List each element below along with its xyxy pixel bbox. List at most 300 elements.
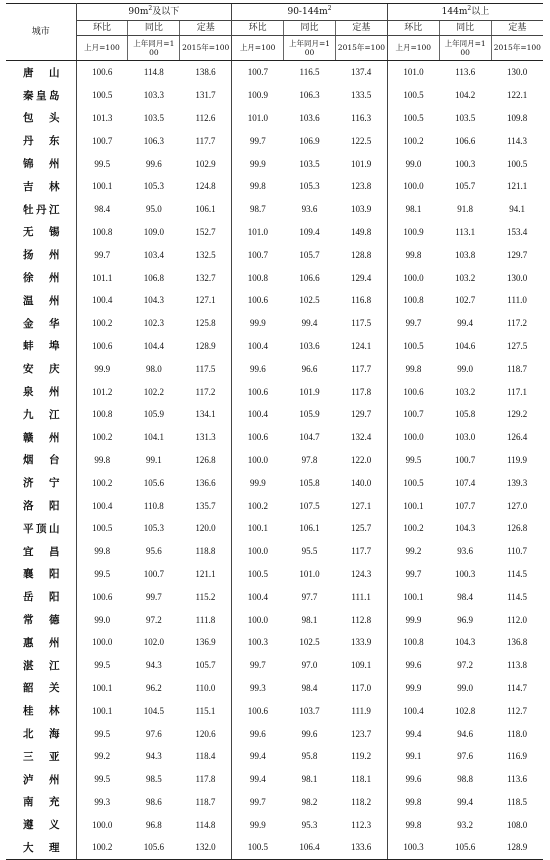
sub-header-yoy: 同比 [439, 21, 491, 36]
index-value-cell: 99.5 [387, 449, 439, 472]
index-value-cell: 118.5 [507, 796, 528, 807]
index-value-cell: 100.5 [506, 158, 528, 169]
index-value-cell: 101.0 [299, 568, 320, 579]
index-value-cell: 99.7 [232, 791, 284, 814]
table-row [6, 198, 543, 221]
index-value-cell: 100.8 [76, 403, 128, 426]
index-value-cell: 136.6 [195, 477, 216, 488]
index-value-cell: 99.8 [76, 540, 128, 563]
index-value-cell: 99.5 [76, 654, 128, 677]
index-value-cell: 102.8 [455, 705, 476, 716]
table-row [6, 403, 543, 426]
index-value-cell: 104.2 [455, 90, 476, 101]
index-value-cell: 103.6 [299, 112, 320, 123]
index-value-cell: 129.7 [351, 409, 372, 420]
index-value-cell: 105.7 [455, 181, 476, 192]
index-value-cell: 110.0 [195, 682, 216, 693]
index-value-cell: 99.4 [457, 318, 474, 329]
index-value-cell: 103.2 [455, 386, 476, 397]
index-value-cell: 100.5 [232, 836, 284, 859]
city-name: 三亚 [6, 745, 76, 768]
index-value-cell: 117.0 [351, 682, 372, 693]
index-value-cell: 103.0 [455, 432, 476, 443]
index-value-cell: 96.9 [457, 614, 474, 625]
index-value-cell: 104.6 [455, 340, 476, 351]
index-value-cell: 120.6 [195, 728, 216, 739]
index-value-cell: 99.7 [76, 243, 128, 266]
index-value-cell: 120.0 [195, 523, 216, 534]
index-value-cell: 95.6 [145, 546, 162, 557]
index-value-cell: 99.0 [457, 363, 474, 374]
city-name: 遵义 [6, 813, 76, 836]
group-header-suffix: 及以下 [152, 7, 180, 17]
index-value-cell: 123.8 [351, 181, 372, 192]
index-value-cell: 105.7 [195, 660, 216, 671]
index-value-cell: 101.9 [299, 386, 320, 397]
index-value-cell: 99.1 [145, 454, 162, 465]
group-header-144-above [387, 4, 543, 21]
index-value-cell: 97.8 [301, 454, 318, 465]
index-value-cell: 118.2 [351, 796, 372, 807]
index-value-cell: 100.0 [387, 175, 439, 198]
index-value-cell: 109.1 [351, 660, 372, 671]
price-index-table-container [6, 3, 543, 860]
base-header-cell [180, 36, 232, 61]
index-value-cell: 104.5 [143, 705, 164, 716]
index-value-cell: 129.7 [506, 249, 528, 260]
index-value-cell: 138.6 [195, 67, 216, 78]
index-value-cell: 118.1 [351, 774, 372, 785]
index-value-cell: 98.1 [301, 774, 318, 785]
index-value-cell: 121.1 [195, 568, 216, 579]
index-value-cell: 99.3 [232, 677, 284, 700]
index-value-cell: 132.5 [195, 249, 216, 260]
index-value-cell: 98.0 [145, 363, 162, 374]
index-value-cell: 100.1 [76, 677, 128, 700]
group-header-text: 90-144m [287, 7, 328, 17]
index-value-cell: 106.1 [195, 204, 216, 215]
index-value-cell: 113.6 [455, 67, 476, 78]
index-value-cell: 100.8 [387, 289, 439, 312]
table-row [6, 129, 543, 152]
index-value-cell: 100.3 [232, 631, 284, 654]
index-value-cell: 103.4 [143, 249, 164, 260]
index-value-cell: 99.4 [301, 318, 318, 329]
city-name: 牡丹江 [6, 198, 76, 221]
index-value-cell: 117.5 [351, 318, 372, 329]
city-name: 吉林 [6, 175, 76, 198]
index-value-cell: 112.8 [351, 614, 372, 625]
table-row [6, 677, 543, 700]
index-value-cell: 102.7 [455, 295, 476, 306]
index-value-cell: 100.7 [387, 403, 439, 426]
index-value-cell: 99.8 [232, 175, 284, 198]
index-value-cell: 99.6 [387, 768, 439, 791]
base-header-cell [76, 36, 128, 61]
table-header [6, 4, 543, 61]
city-name: 唐山 [6, 61, 76, 84]
sub-header-base: 定基 [180, 21, 232, 36]
index-value-cell: 123.7 [351, 728, 372, 739]
index-value-cell: 105.9 [299, 409, 320, 420]
index-value-cell: 100.5 [232, 563, 284, 586]
index-value-cell: 100.4 [232, 585, 284, 608]
table-row [6, 335, 543, 358]
index-value-cell: 126.8 [506, 523, 528, 534]
index-value-cell: 98.6 [145, 796, 162, 807]
city-name: 泸州 [6, 768, 76, 791]
index-value-cell: 121.1 [506, 181, 528, 192]
index-value-cell: 105.6 [439, 836, 491, 859]
index-value-cell: 117.2 [507, 318, 528, 329]
index-value-cell: 107.4 [455, 477, 476, 488]
index-value-cell: 100.8 [76, 221, 128, 244]
city-name: 锦州 [6, 152, 76, 175]
index-value-cell: 124.1 [351, 340, 372, 351]
index-value-cell: 99.1 [387, 745, 439, 768]
index-value-cell: 117.1 [507, 386, 528, 397]
table-body [6, 61, 543, 860]
index-value-cell: 99.7 [145, 591, 162, 602]
city-name: 包头 [6, 107, 76, 130]
index-value-cell: 133.6 [335, 836, 387, 859]
sub-header-base: 定基 [491, 21, 543, 36]
city-name: 北海 [6, 722, 76, 745]
index-value-cell: 100.0 [232, 449, 284, 472]
index-value-cell: 101.1 [76, 266, 128, 289]
index-value-cell: 111.0 [507, 295, 527, 306]
table-row [6, 813, 543, 836]
index-value-cell: 98.5 [145, 774, 162, 785]
index-value-cell: 100.4 [232, 335, 284, 358]
index-value-cell: 100.0 [76, 813, 128, 836]
table-row [6, 243, 543, 266]
index-value-cell: 100.6 [232, 426, 284, 449]
index-value-cell: 110.8 [143, 500, 164, 511]
index-value-cell: 100.1 [232, 517, 284, 540]
table-row [6, 836, 543, 859]
index-value-cell: 101.9 [351, 158, 372, 169]
index-value-cell: 130.0 [506, 272, 528, 283]
group-header-text: 90m [128, 7, 149, 17]
city-name: 大理 [6, 836, 76, 859]
city-name: 蚌埠 [6, 335, 76, 358]
index-value-cell: 99.7 [387, 312, 439, 335]
index-value-cell: 100.2 [76, 471, 128, 494]
index-value-cell: 97.6 [145, 728, 162, 739]
index-value-cell: 106.6 [455, 135, 476, 146]
index-value-cell: 94.6 [457, 728, 474, 739]
index-value-cell: 102.5 [299, 295, 320, 306]
index-value-cell: 99.9 [232, 471, 284, 494]
index-value-cell: 98.7 [232, 198, 284, 221]
index-value-cell: 124.8 [195, 181, 216, 192]
index-value-cell: 103.2 [455, 272, 476, 283]
base-header-prev-year: 上年同月=1 00 [288, 38, 331, 57]
index-value-cell: 95.8 [301, 751, 318, 762]
table-row [6, 722, 543, 745]
index-value-cell: 105.3 [143, 181, 164, 192]
index-value-cell: 103.6 [299, 340, 320, 351]
index-value-cell: 116.5 [299, 67, 320, 78]
index-value-cell: 118.0 [507, 728, 528, 739]
table-row [6, 221, 543, 244]
base-header-2015: 2015年=100 [182, 43, 230, 52]
index-value-cell: 97.2 [457, 660, 474, 671]
index-value-cell: 100.0 [387, 426, 439, 449]
sub-header-mom: 环比 [76, 21, 128, 36]
index-value-cell: 100.2 [76, 836, 128, 859]
base-header-prev-month: 上月=100 [239, 43, 276, 52]
index-value-cell: 100.3 [387, 836, 439, 859]
index-value-cell: 93.6 [457, 546, 474, 557]
index-value-cell: 140.0 [351, 477, 372, 488]
city-name: 岳阳 [6, 585, 76, 608]
table-row [6, 426, 543, 449]
index-value-cell: 126.8 [195, 454, 216, 465]
city-column-header: 城市 [6, 4, 76, 61]
index-value-cell: 118.8 [195, 546, 216, 557]
table-row [6, 289, 543, 312]
index-value-cell: 136.9 [195, 637, 216, 648]
index-value-cell: 107.5 [299, 500, 320, 511]
index-value-cell: 100.5 [76, 517, 128, 540]
city-name: 赣州 [6, 426, 76, 449]
table-row [6, 175, 543, 198]
index-value-cell: 104.3 [143, 295, 164, 306]
index-value-cell: 99.8 [387, 791, 439, 814]
index-value-cell: 117.7 [195, 135, 216, 146]
index-value-cell: 109.0 [143, 226, 164, 237]
table-row [6, 608, 543, 631]
city-name: 温州 [6, 289, 76, 312]
index-value-cell: 132.0 [180, 836, 232, 859]
index-value-cell: 114.7 [507, 682, 528, 693]
index-value-cell: 104.3 [455, 637, 476, 648]
index-value-cell: 117.5 [195, 363, 216, 374]
city-name: 常德 [6, 608, 76, 631]
index-value-cell: 127.1 [351, 500, 372, 511]
index-value-cell: 128.9 [491, 836, 543, 859]
index-value-cell: 99.6 [232, 722, 284, 745]
index-value-cell: 99.9 [232, 813, 284, 836]
index-value-cell: 122.5 [351, 135, 372, 146]
index-value-cell: 104.7 [299, 432, 320, 443]
index-value-cell: 100.8 [232, 266, 284, 289]
index-value-cell: 99.5 [76, 722, 128, 745]
index-value-cell: 99.4 [457, 796, 474, 807]
base-header-cell [335, 36, 387, 61]
index-value-cell: 153.4 [506, 226, 528, 237]
index-value-cell: 104.1 [143, 432, 164, 443]
index-value-cell: 97.6 [457, 751, 474, 762]
city-name: 无锡 [6, 221, 76, 244]
index-value-cell: 99.5 [76, 563, 128, 586]
table-row [6, 84, 543, 107]
index-value-cell: 100.2 [232, 494, 284, 517]
index-value-cell: 130.0 [506, 67, 528, 78]
sub-header-base: 定基 [335, 21, 387, 36]
index-value-cell: 100.5 [387, 107, 439, 130]
sub-header-mom: 环比 [232, 21, 284, 36]
index-value-cell: 117.8 [351, 386, 372, 397]
index-value-cell: 99.9 [76, 357, 128, 380]
index-value-cell: 105.6 [143, 477, 164, 488]
index-value-cell: 97.2 [145, 614, 162, 625]
index-value-cell: 100.5 [387, 471, 439, 494]
index-value-cell: 100.9 [387, 221, 439, 244]
base-header-cell [387, 36, 439, 61]
index-value-cell: 117.7 [351, 363, 372, 374]
index-value-cell: 93.2 [457, 819, 474, 830]
city-name: 济宁 [6, 471, 76, 494]
index-value-cell: 125.7 [351, 523, 372, 534]
index-value-cell: 100.1 [387, 494, 439, 517]
city-name: 洛阳 [6, 494, 76, 517]
index-value-cell: 99.4 [232, 768, 284, 791]
index-value-cell: 99.3 [76, 791, 128, 814]
group-header-90-below [76, 4, 232, 21]
superscript: 2 [148, 5, 153, 12]
index-value-cell: 112.3 [351, 819, 372, 830]
index-value-cell: 106.3 [299, 90, 320, 101]
index-value-cell: 105.7 [299, 249, 320, 260]
index-value-cell: 129.2 [506, 409, 528, 420]
table-row [6, 745, 543, 768]
index-value-cell: 134.1 [195, 409, 216, 420]
index-value-cell: 99.8 [387, 243, 439, 266]
index-value-cell: 94.1 [509, 204, 525, 215]
index-value-cell: 99.2 [387, 540, 439, 563]
table-row [6, 266, 543, 289]
index-value-cell: 100.2 [387, 129, 439, 152]
city-name: 韶关 [6, 677, 76, 700]
index-value-cell: 97.7 [301, 591, 318, 602]
index-value-cell: 115.2 [195, 591, 216, 602]
index-value-cell: 132.7 [195, 272, 216, 283]
index-value-cell: 96.6 [301, 363, 318, 374]
index-value-cell: 106.9 [299, 135, 320, 146]
index-value-cell: 105.9 [143, 409, 164, 420]
index-value-cell: 139.3 [506, 477, 528, 488]
index-value-cell: 104.4 [143, 340, 164, 351]
superscript: 2 [327, 5, 332, 12]
index-value-cell: 104.3 [455, 523, 476, 534]
index-value-cell: 106.8 [143, 272, 164, 283]
index-value-cell: 113.8 [507, 660, 528, 671]
index-value-cell: 96.2 [145, 682, 162, 693]
table-row [6, 471, 543, 494]
index-value-cell: 98.4 [301, 682, 318, 693]
index-value-cell: 135.7 [195, 500, 216, 511]
index-value-cell: 112.7 [507, 705, 528, 716]
index-value-cell: 99.4 [387, 722, 439, 745]
index-value-cell: 106.3 [143, 135, 164, 146]
index-value-cell: 111.9 [351, 705, 371, 716]
index-value-cell: 118.4 [195, 751, 216, 762]
index-value-cell: 100.1 [76, 699, 128, 722]
index-value-cell: 98.4 [457, 591, 474, 602]
index-value-cell: 105.8 [455, 409, 476, 420]
index-value-cell: 122.1 [506, 90, 528, 101]
index-value-cell: 101.0 [387, 61, 439, 84]
price-index-table [6, 3, 543, 860]
index-value-cell: 98.8 [457, 774, 474, 785]
group-header-suffix: 以上 [471, 7, 490, 17]
index-value-cell: 118.7 [507, 363, 528, 374]
index-value-cell: 100.5 [387, 335, 439, 358]
index-value-cell: 113.6 [507, 774, 528, 785]
table-row [6, 563, 543, 586]
index-value-cell: 103.8 [455, 249, 476, 260]
table-row [6, 768, 543, 791]
table-row [6, 654, 543, 677]
index-value-cell: 100.8 [387, 631, 439, 654]
index-value-cell: 128.9 [195, 340, 216, 351]
index-value-cell: 100.4 [232, 403, 284, 426]
index-value-cell: 152.7 [195, 226, 216, 237]
index-value-cell: 111.8 [195, 614, 216, 625]
base-header-prev-year: 上年同月=1 00 [133, 38, 175, 57]
index-value-cell: 118.7 [195, 796, 216, 807]
index-value-cell: 100.7 [455, 454, 476, 465]
city-name: 烟台 [6, 449, 76, 472]
index-value-cell: 114.8 [195, 819, 216, 830]
index-value-cell: 122.0 [351, 454, 372, 465]
index-value-cell: 105.3 [299, 181, 320, 192]
index-value-cell: 103.7 [299, 705, 320, 716]
index-value-cell: 105.6 [128, 836, 180, 859]
table-row [6, 357, 543, 380]
index-value-cell: 100.1 [76, 175, 128, 198]
table-row [6, 61, 543, 84]
base-header-cell [439, 36, 491, 61]
table-row [6, 517, 543, 540]
index-value-cell: 101.3 [76, 107, 128, 130]
index-value-cell: 127.1 [195, 295, 216, 306]
index-value-cell: 100.0 [232, 608, 284, 631]
index-value-cell: 102.9 [195, 158, 216, 169]
index-value-cell: 99.8 [76, 449, 128, 472]
city-name: 泉州 [6, 380, 76, 403]
index-value-cell: 99.2 [76, 745, 128, 768]
index-value-cell: 100.3 [455, 158, 476, 169]
index-value-cell: 101.0 [232, 221, 284, 244]
index-value-cell: 95.3 [301, 819, 318, 830]
index-value-cell: 94.3 [145, 751, 162, 762]
city-name: 扬州 [6, 243, 76, 266]
index-value-cell: 107.7 [455, 500, 476, 511]
table-row [6, 380, 543, 403]
base-header-prev-year: 上年同月=1 00 [444, 38, 486, 57]
base-header-2015: 2015年=100 [493, 43, 541, 52]
index-value-cell: 131.3 [195, 432, 216, 443]
index-value-cell: 100.7 [143, 568, 164, 579]
index-value-cell: 99.5 [76, 152, 128, 175]
city-name: 丹东 [6, 129, 76, 152]
index-value-cell: 128.8 [351, 249, 372, 260]
index-value-cell: 117.7 [351, 546, 372, 557]
index-value-cell: 117.8 [195, 774, 216, 785]
index-value-cell: 100.2 [76, 312, 128, 335]
index-value-cell: 100.6 [232, 380, 284, 403]
city-name: 九江 [6, 403, 76, 426]
index-value-cell: 100.3 [455, 568, 476, 579]
index-value-cell: 97.0 [301, 660, 318, 671]
city-name: 秦皇岛 [6, 84, 76, 107]
index-value-cell: 100.0 [76, 631, 128, 654]
index-value-cell: 98.2 [301, 796, 318, 807]
